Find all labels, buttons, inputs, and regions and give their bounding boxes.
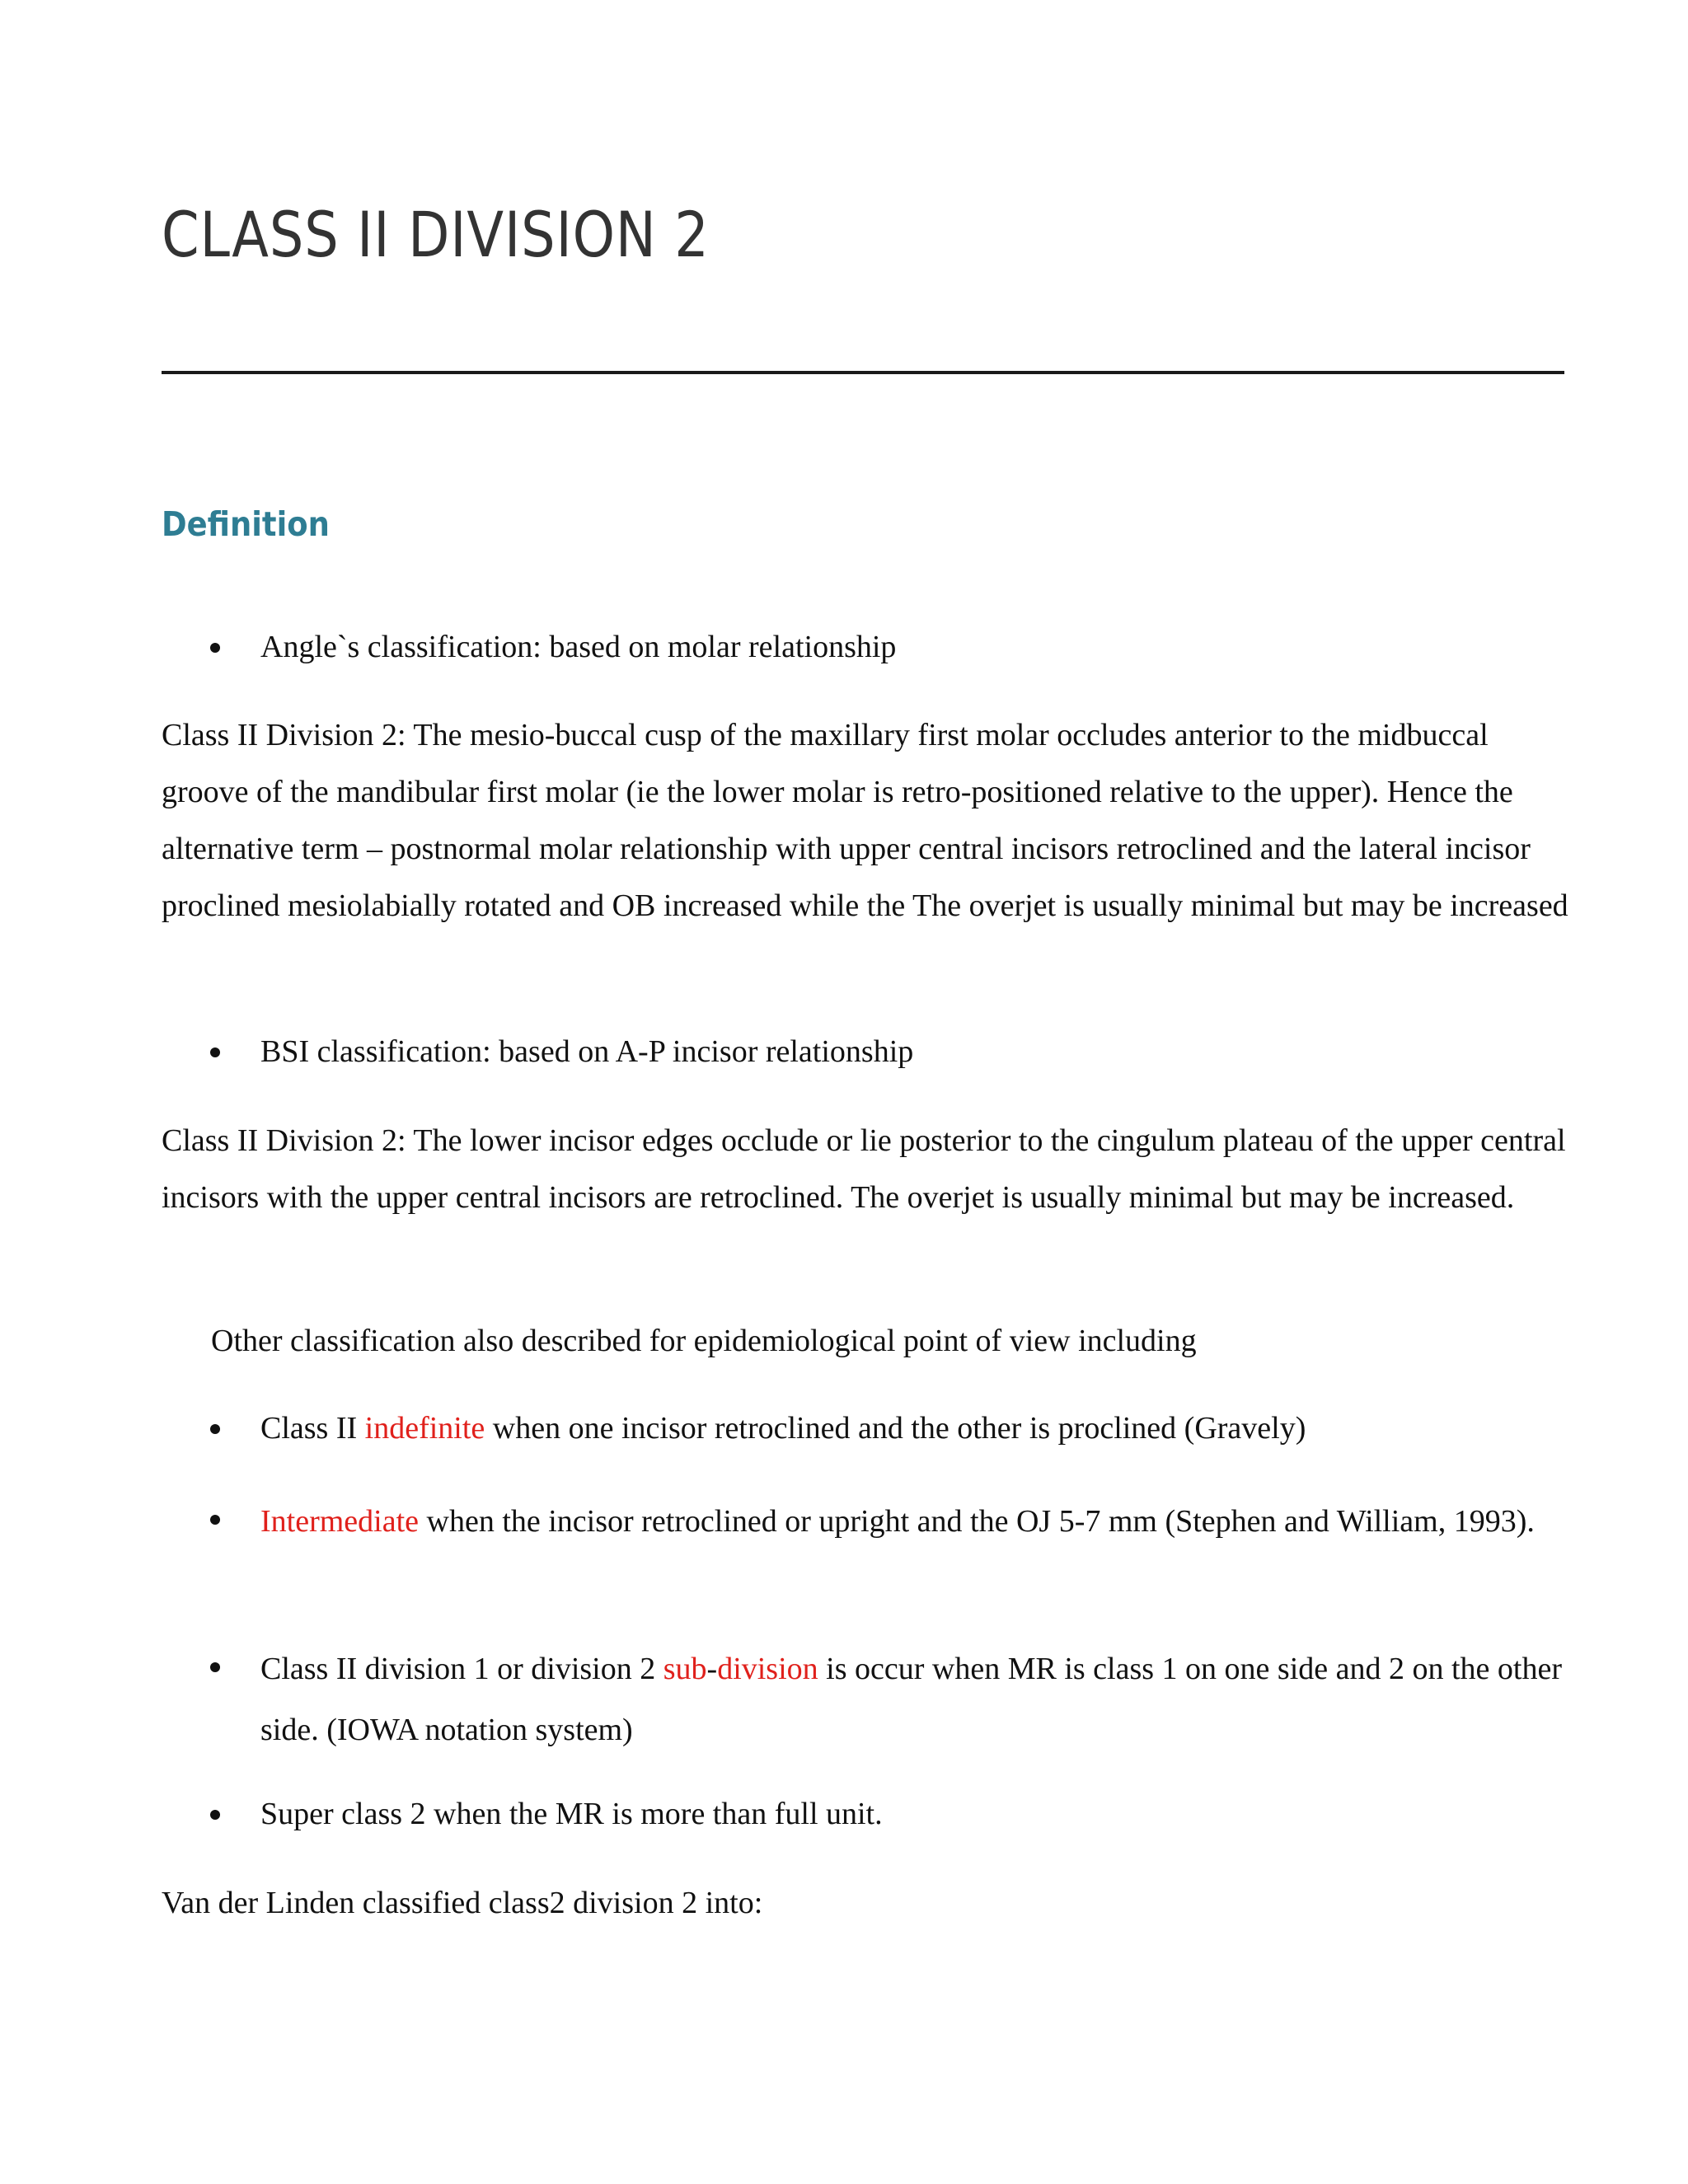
- highlight-term: division: [717, 1652, 818, 1686]
- bullet-marker: [210, 1810, 220, 1820]
- title-divider: [162, 371, 1564, 374]
- highlight-term: Intermediate: [260, 1504, 420, 1539]
- paragraph-angle-definition: Class II Division 2: The mesio-buccal cusp of the maxillary first molar occludes anterior to the midbuccal groove of the mandibular first molar (ie the lower molar is retro-positioned relative to the upper). Hence the alternative term – postnormal molar relationship with upper central incisors retroclined and the lateral incisor proclined mesiolabially rotated and OB increased while the The overjet is usually minimal but may be increased: [162, 718, 1568, 923]
- bullet-marker: [210, 643, 220, 653]
- bullet-marker: [210, 1424, 220, 1434]
- bullet-marker: [210, 1662, 220, 1672]
- paragraph-van-der-linden: Van der Linden classified class2 division 2 into:: [162, 1886, 763, 1920]
- paragraph-bsi-definition: Class II Division 2: The lower incisor edges occlude or lie posterior to the cingulum plateau of the upper central incisors with the upper central incisors are retroclined. The overjet is usually minimal but may be increased.: [162, 1123, 1566, 1215]
- item-text: Class II division 1 or division 2: [260, 1652, 663, 1686]
- bullet-subdivision: [260, 1638, 1579, 1760]
- item-text: Class II: [260, 1411, 365, 1446]
- bullet-class-ii-indefinite: [260, 1400, 1579, 1457]
- page-title: CLASS II DIVISION 2: [162, 198, 710, 271]
- bullet-marker: [210, 1515, 220, 1525]
- item-text: is occur when MR is class 1 on one side and 2 on the other side. (IOWA notation system): [260, 1652, 1562, 1747]
- item-text: when one incisor retroclined and the other is proclined (Gravely): [485, 1411, 1306, 1446]
- item-text: when the incisor retroclined or upright and the OJ 5-7 mm (Stephen and William, 1993).: [419, 1504, 1535, 1539]
- highlight-term: sub: [663, 1652, 707, 1686]
- item-text: -: [706, 1652, 718, 1686]
- bullet-intermediate: [260, 1491, 1579, 1552]
- bullet-super-class: Super class 2 when the MR is more than full unit.: [260, 1797, 883, 1831]
- highlight-term: indefinite: [364, 1411, 485, 1446]
- bullet-bsi-classification: BSI classification: based on A-P incisor relationship: [260, 1034, 914, 1069]
- paragraph-other-classification: Other classification also described for epidemiological point of view including: [211, 1324, 1197, 1358]
- bullet-marker: [210, 1047, 220, 1057]
- bullet-angle-classification: Angle`s classification: based on molar relationship: [260, 630, 897, 664]
- section-heading-definition: Definition: [162, 504, 330, 544]
